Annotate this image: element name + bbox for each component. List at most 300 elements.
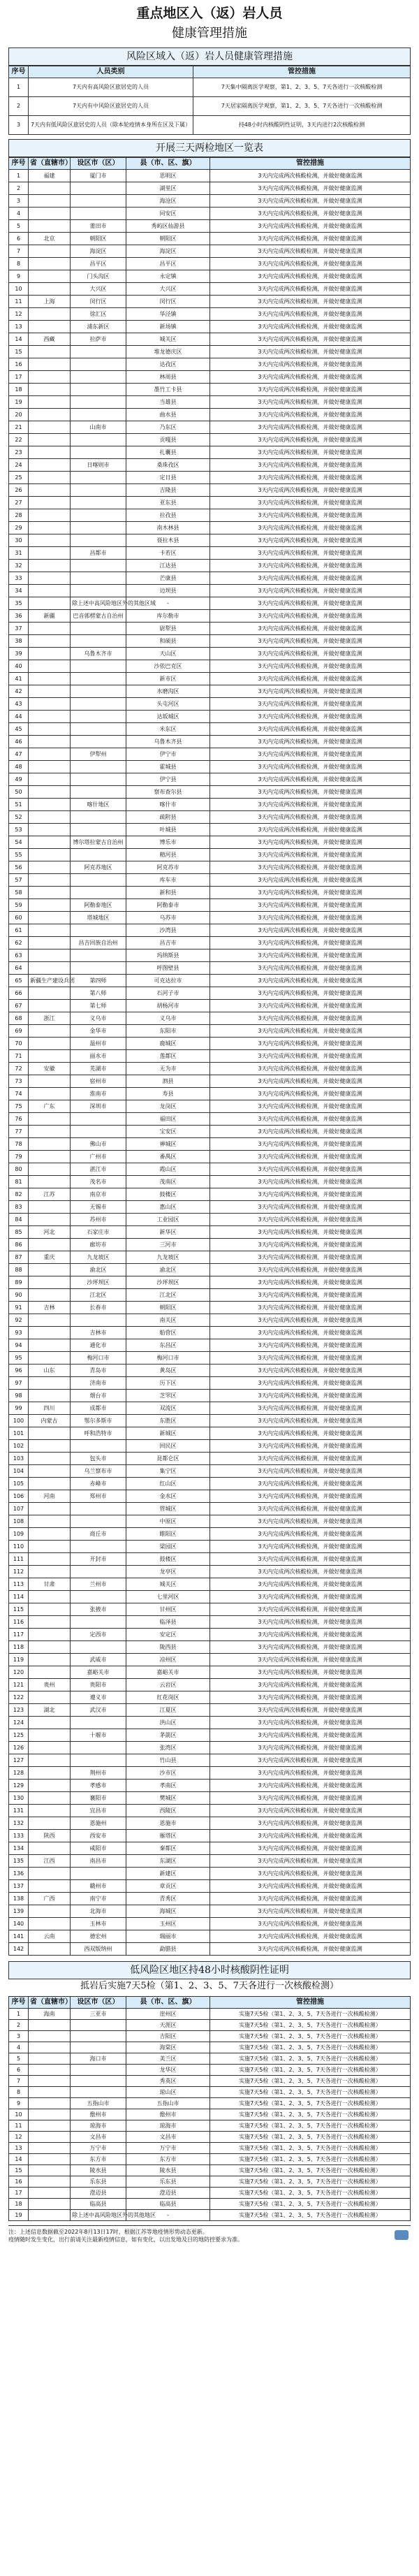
city-cell: 除上述中高风险地区外的其他地区	[71, 2210, 126, 2221]
measure-cell: 3天内完成两次核酸检测，并做好健康监测	[210, 333, 411, 346]
row-index: 18	[9, 2199, 29, 2210]
table-row	[9, 1113, 411, 1126]
city-cell	[71, 472, 126, 484]
county-cell: 临高县	[126, 2199, 210, 2210]
city-cell	[71, 585, 126, 597]
province-cell	[29, 258, 71, 270]
row-index: 83	[9, 1201, 29, 1214]
city-cell	[71, 1616, 126, 1629]
row-index: 107	[9, 1503, 29, 1515]
city-cell	[71, 208, 126, 220]
city-cell: 南昌市	[71, 1855, 126, 1868]
county-cell: 秀屿区仙游县	[126, 220, 210, 233]
table-row	[9, 1817, 411, 1830]
province-cell	[29, 937, 71, 949]
table-row	[9, 1176, 411, 1188]
county-cell: 精河县	[126, 849, 210, 861]
row-index: 8	[9, 2087, 29, 2098]
page	[8, 0, 411, 2243]
city-cell	[71, 182, 126, 195]
province-cell	[29, 799, 71, 811]
city-cell	[71, 623, 126, 635]
city-cell: 遵义市	[71, 1691, 126, 1704]
table-row	[9, 1490, 411, 1503]
header-cell: 管控措施	[193, 66, 411, 78]
row-index: 19	[9, 2210, 29, 2221]
table-row	[9, 1629, 411, 1641]
row-index: 67	[9, 1000, 29, 1012]
county-cell: 博乐市	[126, 836, 210, 849]
measure-cell: 3天内完成两次核酸检测，并做好健康监测	[210, 660, 411, 673]
table-row	[9, 472, 411, 484]
city-cell	[71, 685, 126, 698]
row-index: 33	[9, 572, 29, 585]
row-index: 104	[9, 1465, 29, 1478]
province-cell	[29, 2065, 71, 2076]
city-cell	[71, 195, 126, 208]
county-cell: 海城区	[126, 1905, 210, 1918]
table-row	[9, 2176, 411, 2188]
table-row	[9, 2188, 411, 2199]
measure-cell: 3天内完成两次核酸检测，并做好健康监测	[210, 1138, 411, 1151]
table-row	[9, 333, 411, 346]
table-row	[9, 2132, 411, 2143]
county-cell: 陵水县	[126, 2165, 210, 2176]
row-index: 100	[9, 1415, 29, 1427]
table-row	[9, 1251, 411, 1264]
table-row	[9, 1314, 411, 1327]
county-cell: 双流区	[126, 1402, 210, 1415]
table-row	[9, 773, 411, 786]
province-cell	[29, 1805, 71, 1817]
measure-cell: 3天内完成两次核酸检测，并做好健康监测	[210, 824, 411, 836]
table-row	[9, 116, 411, 135]
row-index: 135	[9, 1855, 29, 1868]
province-cell	[29, 2132, 71, 2143]
province-cell	[29, 1478, 71, 1490]
province-cell	[29, 673, 71, 685]
measure-cell: 3天内完成两次核酸检测，并做好健康监测	[210, 1126, 411, 1138]
city-cell: 澄迈县	[71, 2188, 126, 2199]
city-cell: 第七师	[71, 1000, 126, 1012]
row-index: 125	[9, 1729, 29, 1742]
table-header-row	[9, 1997, 411, 2009]
city-cell: 定西市	[71, 1629, 126, 1641]
measure-cell: 3天内完成两次核酸检测，并做好健康监测	[210, 1603, 411, 1616]
province-cell	[29, 1126, 71, 1138]
province-cell	[29, 1427, 71, 1440]
table-row	[9, 2154, 411, 2165]
row-index: 123	[9, 1704, 29, 1717]
province-cell	[29, 283, 71, 296]
county-cell: 可克达拉市	[126, 975, 210, 987]
table-row	[9, 824, 411, 836]
province-cell	[29, 1742, 71, 1754]
county-cell: 乃东区	[126, 421, 210, 434]
county-cell: 芒康县	[126, 572, 210, 585]
row-index: 130	[9, 1792, 29, 1805]
county-cell: 东胜区	[126, 1415, 210, 1427]
city-cell: 乌兰察布市	[71, 1465, 126, 1478]
measure-cell: 3天内完成两次核酸检测，并做好健康监测	[210, 1842, 411, 1855]
row-index: 136	[9, 1868, 29, 1880]
county-cell: 呼图壁县	[126, 962, 210, 975]
table-row	[9, 1276, 411, 1289]
row-index: 6	[9, 233, 29, 245]
measure-cell: 3天内完成两次核酸检测，并做好健康监测	[210, 773, 411, 786]
measure-cell: 3天内完成两次核酸检测，并做好健康监测	[210, 1553, 411, 1566]
row-index: 69	[9, 1025, 29, 1038]
measure-cell: 3天内完成两次核酸检测，并做好健康监测	[210, 1113, 411, 1126]
province-cell	[29, 195, 71, 208]
city-cell: 阿勒泰地区	[71, 899, 126, 912]
city-cell	[71, 711, 126, 723]
table-row	[9, 2020, 411, 2031]
province-cell: 河南	[29, 1490, 71, 1503]
measure-cell: 3天内完成两次核酸检测，并做好健康监测	[210, 270, 411, 283]
county-cell: 新场镇	[126, 321, 210, 333]
row-index: 18	[9, 384, 29, 396]
measure-cell: 3天内完成两次核酸检测，并做好健康监测	[210, 949, 411, 962]
section1-title: 风险区域入（返）岩人员健康管理措施	[8, 48, 411, 66]
table-row	[9, 2165, 411, 2176]
province-cell	[29, 1453, 71, 1465]
table-row	[9, 1226, 411, 1239]
row-index: 129	[9, 1780, 29, 1792]
header-cell: 设区市（区）	[71, 158, 126, 170]
measure-cell: 3天内完成两次核酸检测，并做好健康监测	[210, 1038, 411, 1050]
row-index: 128	[9, 1767, 29, 1780]
city-cell: 荆州市	[71, 1767, 126, 1780]
row-index: 6	[9, 2065, 29, 2076]
city-cell	[71, 1314, 126, 1327]
province-cell	[29, 1440, 71, 1453]
table-row	[9, 1440, 411, 1453]
city-cell: 东方市	[71, 2154, 126, 2165]
measure-cell: 3天内完成两次核酸检测，并做好健康监测	[210, 1868, 411, 1880]
county-cell: 伊宁县	[126, 773, 210, 786]
province-cell	[29, 208, 71, 220]
page-subtitle: 健康管理措施	[172, 26, 247, 41]
county-cell: 朝阳区	[126, 1302, 210, 1314]
table-row	[9, 371, 411, 384]
measure-cell: 实施7天5检（第1、2、3、5、7天各进行一次核酸检测）	[210, 2188, 411, 2199]
county-cell: 义乌市	[126, 1012, 210, 1025]
table-row	[9, 245, 411, 258]
measure-cell: 3天内完成两次核酸检测，并做好健康监测	[210, 1201, 411, 1214]
header-cell: 县（市、区、旗）	[126, 158, 210, 170]
province-cell	[29, 446, 71, 459]
county-cell: 乌鲁木齐县	[126, 736, 210, 748]
table-row	[9, 1302, 411, 1314]
province-cell	[29, 2053, 71, 2065]
province-cell	[29, 220, 71, 233]
province-cell: 内蒙古	[29, 1415, 71, 1427]
county-cell: 天山区	[126, 648, 210, 660]
province-cell	[29, 2154, 71, 2165]
city-cell: 青岛市	[71, 1365, 126, 1377]
table-row	[9, 1050, 411, 1063]
city-cell	[71, 484, 126, 497]
row-index: 116	[9, 1616, 29, 1629]
city-cell: 石家庄市	[71, 1226, 126, 1239]
county-cell: 红花岗区	[126, 1691, 210, 1704]
measure-cell: 实施7天5检（第1、2、3、5、7天各进行一次核酸检测）	[210, 2176, 411, 2188]
measure-cell: 3天内完成两次核酸检测，并做好健康监测	[210, 1453, 411, 1465]
measure-cell: 3天内完成两次核酸检测，并做好健康监测	[210, 1088, 411, 1100]
county-cell: 达坂城区	[126, 711, 210, 723]
row-index: 27	[9, 497, 29, 509]
row-index: 15	[9, 346, 29, 358]
province-cell	[29, 1767, 71, 1780]
measure-cell: 3天内完成两次核酸检测，并做好健康监测	[210, 736, 411, 748]
county-cell: 集宁区	[126, 1465, 210, 1478]
city-cell: 浦东新区	[71, 321, 126, 333]
province-cell	[29, 2042, 71, 2053]
measure-cell: 3天内完成两次核酸检测，并做好健康监测	[210, 1465, 411, 1478]
table-row	[9, 1880, 411, 1893]
row-index: 3	[9, 195, 29, 208]
city-cell: 厦门市	[71, 170, 126, 182]
row-index: 10	[9, 2109, 29, 2120]
county-cell: 西陵区	[126, 1805, 210, 1817]
table-row	[9, 1402, 411, 1415]
table-row	[9, 1691, 411, 1704]
table-row	[9, 1390, 411, 1402]
county-cell: 海淀区	[126, 245, 210, 258]
city-cell	[71, 409, 126, 421]
table-row	[9, 1427, 411, 1440]
row-index: 66	[9, 987, 29, 1000]
county-cell: 瑞丽市	[126, 1930, 210, 1943]
county-cell: 林周县	[126, 371, 210, 384]
province-cell	[29, 1603, 71, 1616]
province-cell	[29, 1780, 71, 1792]
measure-cell: 3天内完成两次核酸检测，并做好健康监测	[210, 484, 411, 497]
county-cell: 陇西县	[126, 1641, 210, 1654]
row-index: 29	[9, 522, 29, 534]
county-cell: 同安区	[126, 208, 210, 220]
county-cell: 东昌区	[126, 1339, 210, 1352]
province-cell	[29, 849, 71, 861]
city-cell: 儋州市	[71, 2109, 126, 2120]
city-cell	[71, 962, 126, 975]
measure-cell: 3天内完成两次核酸检测，并做好健康监测	[210, 1440, 411, 1453]
measure-cell: 3天内完成两次核酸检测，并做好健康监测	[210, 1075, 411, 1088]
section3-title: 低风险区地区持48小时核酸阴性证明	[8, 1961, 411, 1979]
county-cell: 胡杨河市	[126, 1000, 210, 1012]
county-cell: 恩施市	[126, 1817, 210, 1830]
province-cell	[29, 1868, 71, 1880]
table-row	[9, 698, 411, 711]
county-cell: 九龙坡区	[126, 1251, 210, 1264]
province-cell	[29, 1515, 71, 1528]
county-cell: 崖州区	[126, 2009, 210, 2020]
city-cell: 武汉市	[71, 1704, 126, 1717]
table-row	[9, 685, 411, 698]
province-cell	[29, 786, 71, 799]
county-cell: 吉阳区	[126, 2031, 210, 2042]
table-header-row	[9, 66, 411, 78]
province-cell	[29, 1390, 71, 1402]
row-index: 3	[9, 116, 29, 135]
measure-cell: 3天内完成两次核酸检测，并做好健康监测	[210, 1616, 411, 1629]
province-cell	[29, 1289, 71, 1302]
province-cell	[29, 2210, 71, 2221]
city-cell: 宿州市	[71, 1075, 126, 1088]
county-cell: 芝罘区	[126, 1390, 210, 1402]
row-index: 28	[9, 509, 29, 522]
county-cell: 吉隆县	[126, 484, 210, 497]
county-cell: 尉犁县	[126, 623, 210, 635]
city-cell: 长春市	[71, 1302, 126, 1314]
city-cell: 除上述中高风险地区外的其他区域	[71, 597, 126, 610]
county-cell: 墨竹工卡县	[126, 384, 210, 396]
measure-cell: 实施7天5检（第1、2、3、5、7天各进行一次核酸检测）	[210, 2076, 411, 2087]
city-cell	[71, 522, 126, 534]
row-index: 21	[9, 421, 29, 434]
city-cell: 沙坪坝区	[71, 1276, 126, 1289]
measure-cell: 3天内完成两次核酸检测，并做好健康监测	[210, 1289, 411, 1302]
city-cell: 鄂尔多斯市	[71, 1415, 126, 1427]
city-cell	[71, 1566, 126, 1578]
county-cell: 南木林县	[126, 522, 210, 534]
row-index: 36	[9, 610, 29, 623]
province-cell	[29, 1201, 71, 1214]
city-cell: 乌鲁木齐市	[71, 648, 126, 660]
row-index: 20	[9, 409, 29, 421]
city-cell: 昌平区	[71, 258, 126, 270]
city-cell: 第八师	[71, 987, 126, 1000]
city-cell: 海淀区	[71, 245, 126, 258]
row-index: 62	[9, 937, 29, 949]
province-cell	[29, 648, 71, 660]
county-cell: 宝安区	[126, 1126, 210, 1138]
city-cell	[71, 736, 126, 748]
measure-cell: 3天内完成两次核酸检测，并做好健康监测	[210, 1566, 411, 1578]
province-cell	[29, 1025, 71, 1038]
province-cell	[29, 585, 71, 597]
county-cell: 禅城区	[126, 1138, 210, 1151]
county-cell: 江夏区	[126, 1704, 210, 1717]
row-index: 1	[9, 170, 29, 182]
measure-cell: 3天内完成两次核酸检测，并做好健康监测	[210, 1478, 411, 1490]
measure-cell: 3天内完成两次核酸检测，并做好健康监测	[210, 459, 411, 472]
table-row	[9, 2120, 411, 2132]
city-cell: 莆田市	[71, 220, 126, 233]
province-cell	[29, 245, 71, 258]
row-index: 40	[9, 660, 29, 673]
city-cell: 阿克苏地区	[71, 861, 126, 874]
province-cell	[29, 824, 71, 836]
province-cell	[29, 560, 71, 572]
measure-cell: 3天内完成两次核酸检测，并做好健康监测	[210, 924, 411, 937]
city-cell: 门头沟区	[71, 270, 126, 283]
province-cell	[29, 1729, 71, 1742]
county-cell: 霞山区	[126, 1163, 210, 1176]
row-index: 2	[9, 2020, 29, 2031]
county-cell: 梅河口市	[126, 1352, 210, 1365]
city-cell: 伊犁州	[71, 748, 126, 761]
measure-cell: 持48小时内核酸阴性证明，3天内进行2次核酸检测	[193, 116, 411, 135]
county-cell: 阿勒泰市	[126, 899, 210, 912]
measure-cell: 3天内完成两次核酸检测，并做好健康监测	[210, 472, 411, 484]
measure-cell: 3天内完成两次核酸检测，并做好健康监测	[210, 610, 411, 623]
city-cell	[71, 660, 126, 673]
measure-cell: 实施7天5检（第1、2、3、5、7天各进行一次核酸检测）	[210, 2087, 411, 2098]
county-cell: 察布查尔县	[126, 786, 210, 799]
county-cell: 永定镇	[126, 270, 210, 283]
city-cell: 无锡市	[71, 1201, 126, 1214]
three-days-two-tests-table	[8, 157, 411, 1956]
person-category: 7天内有中风险区旅居史的人员	[29, 97, 193, 116]
measure-cell: 3天内完成两次核酸检测，并做好健康监测	[210, 836, 411, 849]
city-cell: 海口市	[71, 2053, 126, 2065]
row-index: 120	[9, 1666, 29, 1679]
city-cell: 湛江市	[71, 1163, 126, 1176]
table-row	[9, 949, 411, 962]
city-cell	[71, 723, 126, 736]
measure-cell: 实施7天5检（第1、2、3、5、7天各进行一次核酸检测）	[210, 2165, 411, 2176]
person-category: 7天内有高风险区旅居史的人员	[29, 78, 193, 97]
province-cell	[29, 1754, 71, 1767]
measure-cell: 3天内完成两次核酸检测，并做好健康监测	[210, 170, 411, 182]
row-index: 14	[9, 333, 29, 346]
row-index: 68	[9, 1012, 29, 1025]
measure-cell: 3天内完成两次核酸检测，并做好健康监测	[210, 1893, 411, 1905]
table-row	[9, 2143, 411, 2154]
province-cell	[29, 2143, 71, 2154]
province-cell: 贵州	[29, 1679, 71, 1691]
city-cell: 廊坊市	[71, 1239, 126, 1251]
county-cell: 福田区	[126, 1113, 210, 1126]
county-cell: 曲水县	[126, 409, 210, 421]
table-row	[9, 396, 411, 409]
county-cell: 鼓楼区	[126, 1188, 210, 1201]
city-cell	[71, 572, 126, 585]
province-cell: 新疆生产建设兵团	[29, 975, 71, 987]
measure-cell: 3天内完成两次核酸检测，并做好健康监测	[210, 1214, 411, 1226]
province-cell	[29, 887, 71, 899]
row-index: 102	[9, 1440, 29, 1453]
row-index: 4	[9, 2042, 29, 2053]
county-cell: 龙亭区	[126, 1566, 210, 1578]
county-cell: 江北区	[126, 1289, 210, 1302]
row-index: 88	[9, 1264, 29, 1276]
footnote-line: 注：上述信息数据截至2022年8月13日17时，根据江苏等地疫情形势动态更新。	[8, 2229, 208, 2235]
table-row	[9, 786, 411, 799]
province-cell	[29, 1327, 71, 1339]
table-row	[9, 924, 411, 937]
table-row	[9, 1603, 411, 1616]
county-cell: 三河市	[126, 1239, 210, 1251]
measure-cell: 实施7天5检（第1、2、3、5、7天各进行一次核酸检测）	[210, 2098, 411, 2109]
table-row	[9, 610, 411, 623]
measure-cell: 3天内完成两次核酸检测，并做好健康监测	[210, 899, 411, 912]
county-cell: 边坝县	[126, 585, 210, 597]
table-row	[9, 560, 411, 572]
row-index: 114	[9, 1591, 29, 1603]
table-row	[9, 497, 411, 509]
row-index: 98	[9, 1390, 29, 1402]
table-row	[9, 572, 411, 585]
row-index: 92	[9, 1314, 29, 1327]
city-cell: 包头市	[71, 1453, 126, 1465]
row-index: 77	[9, 1126, 29, 1138]
table-row	[9, 648, 411, 660]
measure-cell: 3天内完成两次核酸检测，并做好健康监测	[210, 220, 411, 233]
table-row	[9, 1943, 411, 1956]
